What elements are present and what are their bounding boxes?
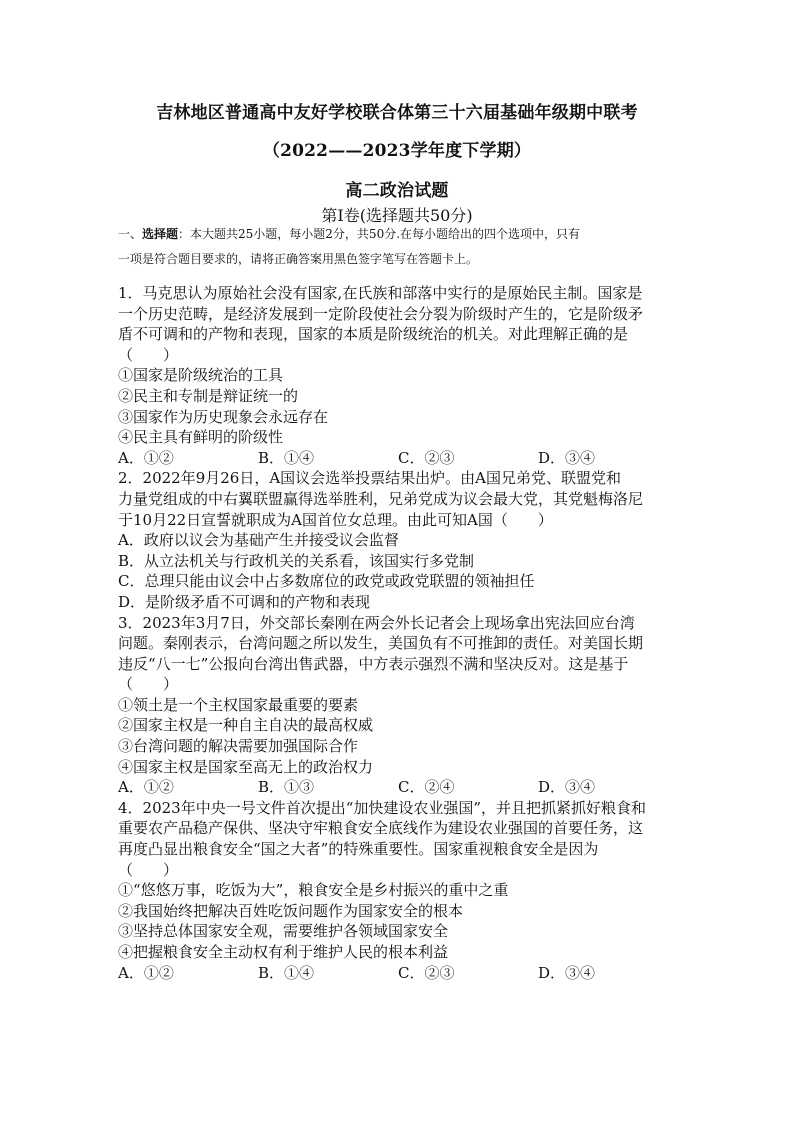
instruction-text: ：本大题共25小题，每小题2分，共50分.在每小题给出的四个选项中，只有 xyxy=(178,227,581,241)
answer-options xyxy=(118,777,684,798)
statement: ③坚持总体国家安全观，需要维护各领域国家安全 xyxy=(118,922,449,941)
option-b: B．①③ xyxy=(258,778,315,797)
instruction-line-2: 一项是符合题目要求的，请将正确答案用黑色签字笔写在答题卡上。 xyxy=(118,252,479,266)
question-2 xyxy=(118,468,684,612)
question-3 xyxy=(118,613,684,798)
question-stem-line: 4．2023年中央一号文件首次提出“加快建设农业强国”，并且把抓紧抓好粮食和 xyxy=(118,798,647,817)
option-c: C．②③ xyxy=(398,448,455,467)
option-a: A．①② xyxy=(118,963,174,982)
option-b: B．从立法机关与行政机关的关系看，该国实行多党制 xyxy=(118,551,475,570)
question-4 xyxy=(118,798,684,983)
statement: ①领土是一个主权国家最重要的要素 xyxy=(118,695,359,714)
answer-blank: （ ） xyxy=(118,675,179,694)
statement: ③国家作为历史现象会永远存在 xyxy=(118,407,329,426)
section-title: 第Ⅰ卷(选择题共50分) xyxy=(321,206,473,225)
option-c: C．总理只能由议会中占多数席位的政党或政党联盟的领袖担任 xyxy=(118,572,535,591)
option-d: D．③④ xyxy=(538,778,596,797)
option-a: A．①② xyxy=(118,778,174,797)
questions xyxy=(118,283,684,983)
option-c: C．②④ xyxy=(398,778,455,797)
question-stem-line: 一个历史范畴，是经济发展到一定阶段使社会分裂为阶级时产生的，它是阶级矛 xyxy=(118,304,644,323)
statement: ④国家主权是国家至高无上的政治权力 xyxy=(118,757,374,776)
question-stem-line: 2．2022年9月26日，A国议会选举投票结果出炉。由A国兄弟党、联盟党和 xyxy=(118,469,622,488)
option-a: A．政府以议会为基础产生并接受议会监督 xyxy=(118,531,399,550)
option-a: A．①② xyxy=(118,448,174,467)
statement: ②民主和专制是辩证统一的 xyxy=(118,386,299,405)
question-stem-line: 1．马克思认为原始社会没有国家,在氏族和部落中实行的是原始民主制。国家是 xyxy=(118,284,643,302)
option-d: D．是阶级矛盾不可调和的产物和表现 xyxy=(118,592,371,611)
statement: ①“悠悠万事，吃饭为大”，粮食安全是乡村振兴的重中之重 xyxy=(118,881,509,900)
statement: ④民主具有鲜明的阶级性 xyxy=(118,428,284,447)
option-c: C．②③ xyxy=(398,963,455,982)
statement: ④把握粮食安全主动权有利于维护人民的根本利益 xyxy=(118,943,449,961)
instruction-line-1 xyxy=(118,222,678,246)
question-stem-line: 重要农产品稳产保供、坚决守牢粮食安全底线作为建设农业强国的首要任务，这 xyxy=(118,819,644,838)
option-b: B．①④ xyxy=(258,963,315,982)
question-stem-line: 盾不可调和的产物和表现，国家的本质是阶级统治的机关。对此理解正确的是 xyxy=(118,325,629,344)
answer-options xyxy=(118,448,684,469)
question-stem-line: 于10月22日宣誓就职成为A国首位女总理。由此可知A国（ ） xyxy=(118,510,553,529)
question-stem-line: 违反“八一七”公报向台湾出售武器，中方表示强烈不满和坚决反对。这是基于 xyxy=(118,654,629,673)
instruction-prefix: 一、 xyxy=(118,227,143,241)
option-d: D．③④ xyxy=(538,448,596,467)
statement: ③台湾问题的解决需要加强国际合作 xyxy=(118,737,359,756)
statement: ①国家是阶级统治的工具 xyxy=(118,366,284,385)
instruction-bold: 选择题 xyxy=(142,227,179,241)
question-stem-line: 3．2023年3月7日，外交部长秦刚在两会外长记者会上现场拿出宪法回应台湾 xyxy=(118,613,635,632)
question-stem-line: 力量党组成的中右翼联盟赢得选举胜利，兄弟党成为议会最大党，其党魁梅洛尼 xyxy=(118,489,644,508)
subject-title: 高二政治试题 xyxy=(345,181,449,201)
statement: ②国家主权是一种自主自决的最高权威 xyxy=(118,716,374,735)
question-1 xyxy=(118,283,684,468)
answer-blank: （ ） xyxy=(118,860,179,879)
answer-blank: （ ） xyxy=(118,345,179,364)
question-stem-line: 问题。秦刚表示，台湾问题之所以发生，美国负有不可推卸的责任。对美国长期 xyxy=(118,634,644,653)
answer-options xyxy=(118,963,684,984)
statement: ②我国始终把解决百姓吃饭问题作为国家安全的根本 xyxy=(118,901,464,920)
exam-title: 吉林地区普通高中友好学校联合体第三十六届基础年级期中联考 xyxy=(156,103,638,123)
school-year: （2022——2023学年度下学期） xyxy=(262,141,532,161)
question-stem-line: 再度凸显出粮食安全“国之大者”的特殊重要性。国家重视粮食安全是因为 xyxy=(118,840,599,859)
option-d: D．③④ xyxy=(538,963,596,982)
option-b: B．①④ xyxy=(258,448,315,467)
